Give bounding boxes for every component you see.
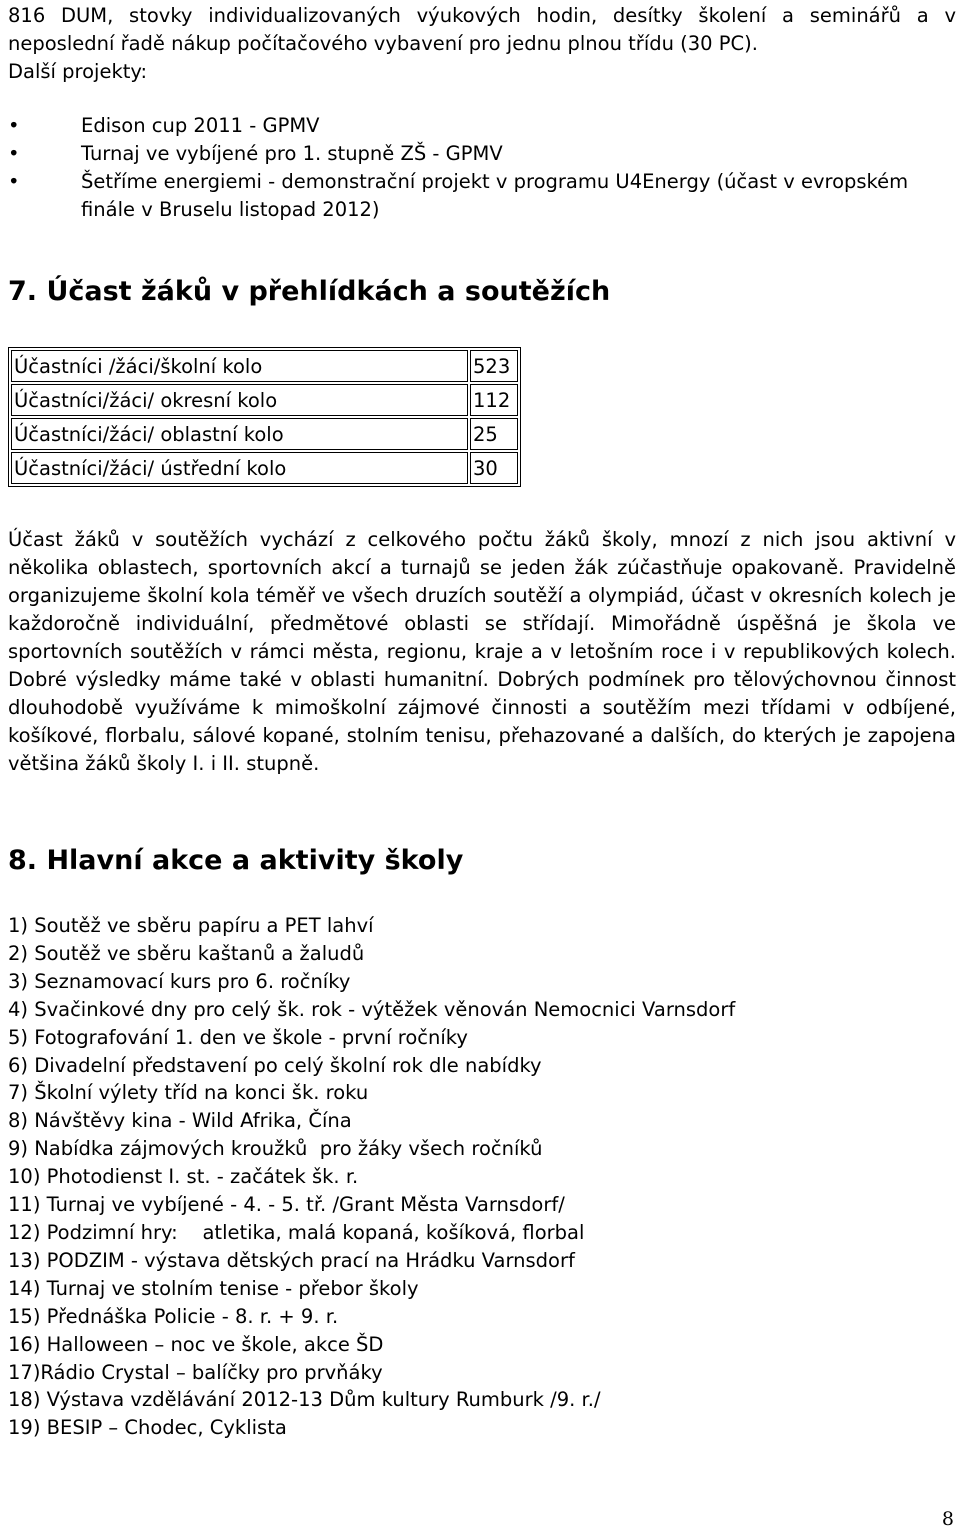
intro-paragraph [8, 2, 956, 58]
section-7-heading: 7. Účast žáků v přehlídkách a soutěžích [8, 276, 611, 307]
list-item: 5) Fotografování 1. den ve škole - první ročníky [8, 1025, 468, 1049]
table-cell-label: Účastníci /žáci/školní kolo [11, 350, 468, 382]
project-item-text: Turnaj ve vybíjené pro 1. stupně ZŠ - GPMV [81, 142, 503, 165]
list-item: 16) Halloween – noc ve škole, akce ŠD [8, 1332, 384, 1356]
list-item: 7) Školní výlety tříd na konci šk. roku [8, 1081, 369, 1105]
participation-table [8, 347, 521, 487]
list-item: 2) Soutěž ve sběru kaštanů a žaludů [8, 941, 365, 965]
section-7-paragraph: Účast žáků v soutěžích vychází z celkového počtu žáků školy, mnozí z nich jsou aktivní v několika oblastech, sportovních akcí a turnajů se jeden žák zúčastňuje opakovaně. Pravidelně organizujeme školní kola téměř ve všech druzích soutěží a olympiád, účast v okresních kolech je každoročně individuální, předmětové oblasti se střídají. Mimořádně úspěšná je škola ve sportovních soutěžích v rámci města, regionu, kraje a v letošním roce i v republikových kolech. Dobré výsledky máme také v oblasti humanitní. Dobrých podmínek pro tělovýchovnou činnost dlouhodobě využíváme k mimoškolní zájmové činnosti a soutěžím mezi třídami v odbíjené, košíkové, florbalu, sálové kopané, stolním tenisu, přehazované a dalších, do kterých je zapojena většina žáků školy I. i II. stupně. [8, 528, 956, 775]
table-cell-label: Účastníci/žáci/ ústřední kolo [11, 452, 468, 484]
list-item: 17)Rádio Crystal – balíčky pro prvňáky [8, 1360, 383, 1384]
project-item-text: Edison cup 2011 - GPMV [81, 114, 320, 137]
list-item: 14) Turnaj ve stolním tenise - přebor školy [8, 1276, 419, 1300]
list-item: 9) Nabídka zájmových kroužků pro žáky všech ročníků [8, 1137, 543, 1161]
table-cell-value: 25 [470, 418, 518, 450]
list-item: 10) Photodienst I. st. - začátek šk. r. [8, 1165, 359, 1189]
intro-line-1: 816 DUM, stovky individualizovaných výukových hodin, desítky školení a seminářů a v [8, 4, 956, 27]
list-item [8, 140, 956, 168]
list-item: 1) Soutěž ve sběru papíru a PET lahví [8, 914, 374, 937]
table-cell-value: 112 [470, 384, 518, 416]
table-cell-label: Účastníci/žáci/ oblastní kolo [11, 418, 468, 450]
projects-heading: Další projekty: [8, 60, 148, 83]
activities-list [8, 912, 735, 1442]
list-item: 8) Návštěvy kina - Wild Afrika, Čína [8, 1109, 352, 1133]
list-item: 19) BESIP – Chodec, Cyklista [8, 1416, 287, 1440]
list-item: 15) Přednáška Policie - 8. r. + 9. r. [8, 1304, 339, 1328]
page-number: 8 [941, 1508, 954, 1530]
list-item: 18) Výstava vzdělávání 2012-13 Dům kultury Rumburk /9. r./ [8, 1388, 601, 1412]
table-cell-label: Účastníci/žáci/ okresní kolo [11, 384, 468, 416]
list-item [8, 168, 956, 224]
list-item [8, 112, 956, 140]
projects-list [8, 112, 956, 224]
intro-line-2: neposlední řadě nákup počítačového vybavení pro jednu plnou třídu (30 PC). [8, 32, 758, 55]
list-item: 3) Seznamovací kurs pro 6. ročníky [8, 969, 351, 993]
section-8-heading: 8. Hlavní akce a aktivity školy [8, 845, 464, 876]
list-item: 13) PODZIM - výstava dětských prací na Hrádku Varnsdorf [8, 1248, 575, 1272]
project-item-text: Šetříme energiemi - demonstrační projekt v programu U4Energy (účast v evropském finále v Bruselu listopad 2012) [81, 170, 909, 221]
table-cell-value: 30 [470, 452, 518, 484]
table-row [11, 452, 518, 484]
bullet-icon: • [8, 114, 20, 137]
table-row [11, 350, 518, 382]
table-row [11, 418, 518, 450]
list-item: 11) Turnaj ve vybíjené - 4. - 5. tř. /Grant Města Varnsdorf/ [8, 1193, 565, 1217]
bullet-icon: • [8, 142, 20, 165]
table-row [11, 384, 518, 416]
table-cell-value: 523 [470, 350, 518, 382]
list-item: 4) Svačinkové dny pro celý šk. rok - výtěžek věnován Nemocnici Varnsdorf [8, 997, 736, 1021]
bullet-icon: • [8, 170, 20, 193]
list-item: 12) Podzimní hry: atletika, malá kopaná, košíková, florbal [8, 1220, 585, 1244]
list-item: 6) Divadelní představení po celý školní rok dle nabídky [8, 1053, 542, 1077]
